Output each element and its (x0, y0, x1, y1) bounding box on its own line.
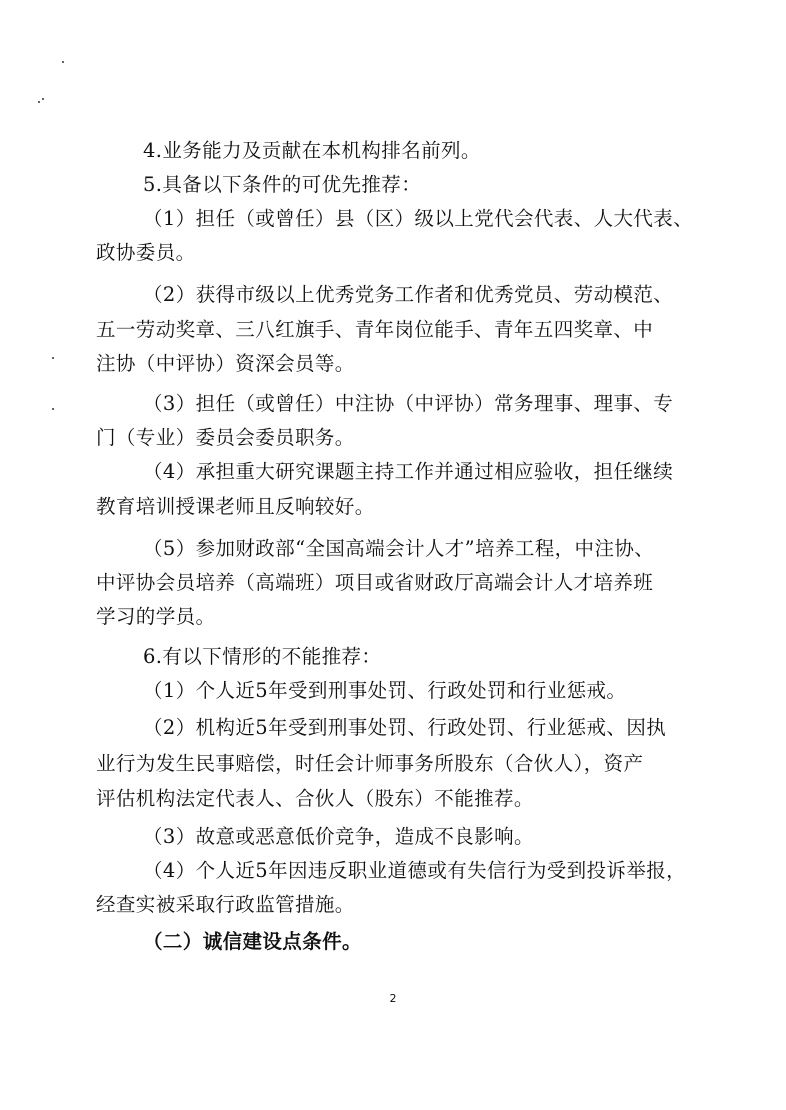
text-line: 教育培训授课老师且反响较好。 (96, 495, 375, 518)
text-line: 经查实被采取行政监管措施。 (96, 893, 355, 916)
scan-speck (42, 98, 44, 100)
text-line: （5）参加财政部“全国高端会计人才”培养工程，中注协、 (143, 537, 655, 560)
text-line: （4）承担重大研究课题主持工作并通过相应验收，担任继续 (143, 460, 674, 483)
text-line: 评估机构法定代表人、合伙人（股东）不能推荐。 (96, 787, 534, 810)
text-line: 6.有以下情形的不能推荐： (143, 645, 382, 668)
text-line: （2）获得市级以上优秀党务工作者和优秀党员、劳动模范、 (143, 283, 674, 306)
text-line: 五一劳动奖章、三八红旗手、青年岗位能手、青年五四奖章、中 (96, 318, 654, 341)
text-line: 学习的学员。 (96, 605, 216, 628)
text-line: （3）故意或恶意低价竞争，造成不良影响。 (143, 825, 534, 848)
text-line: 5.具备以下条件的可优先推荐： (143, 173, 422, 196)
text-line: 政协委员。 (96, 241, 196, 264)
text-line: 中评协会员培养（高端班）项目或省财政厅高端会计人才培养班 (96, 571, 654, 594)
scan-speck (52, 357, 54, 359)
scan-speck (62, 61, 64, 63)
page-number: 2 (389, 992, 397, 1005)
text-line: （1）个人近5年受到刑事处罚、行政处罚和行业惩戒。 (143, 679, 627, 702)
section-heading: （二）诚信建设点条件。 (143, 930, 362, 953)
scan-speck (52, 408, 54, 410)
scan-speck (38, 101, 40, 103)
text-line: （2）机构近5年受到刑事处罚、行政处罚、行业惩戒、因执 (143, 716, 667, 739)
text-line: （4）个人近5年因违反职业道德或有失信行为受到投诉举报， (143, 859, 687, 882)
text-line: 门（专业）委员会委员职务。 (96, 426, 355, 449)
text-line: 4.业务能力及贡献在本机构排名前列。 (143, 139, 481, 162)
text-line: （1）担任（或曾任）县（区）级以上党代会代表、人大代表、 (143, 207, 694, 230)
text-line: 注协（中评协）资深会员等。 (96, 352, 355, 375)
text-line: 业行为发生民事赔偿，时任会计师事务所股东（合伙人），资产 (96, 752, 644, 775)
text-line: （3）担任（或曾任）中注协（中评协）常务理事、理事、专 (143, 392, 674, 415)
